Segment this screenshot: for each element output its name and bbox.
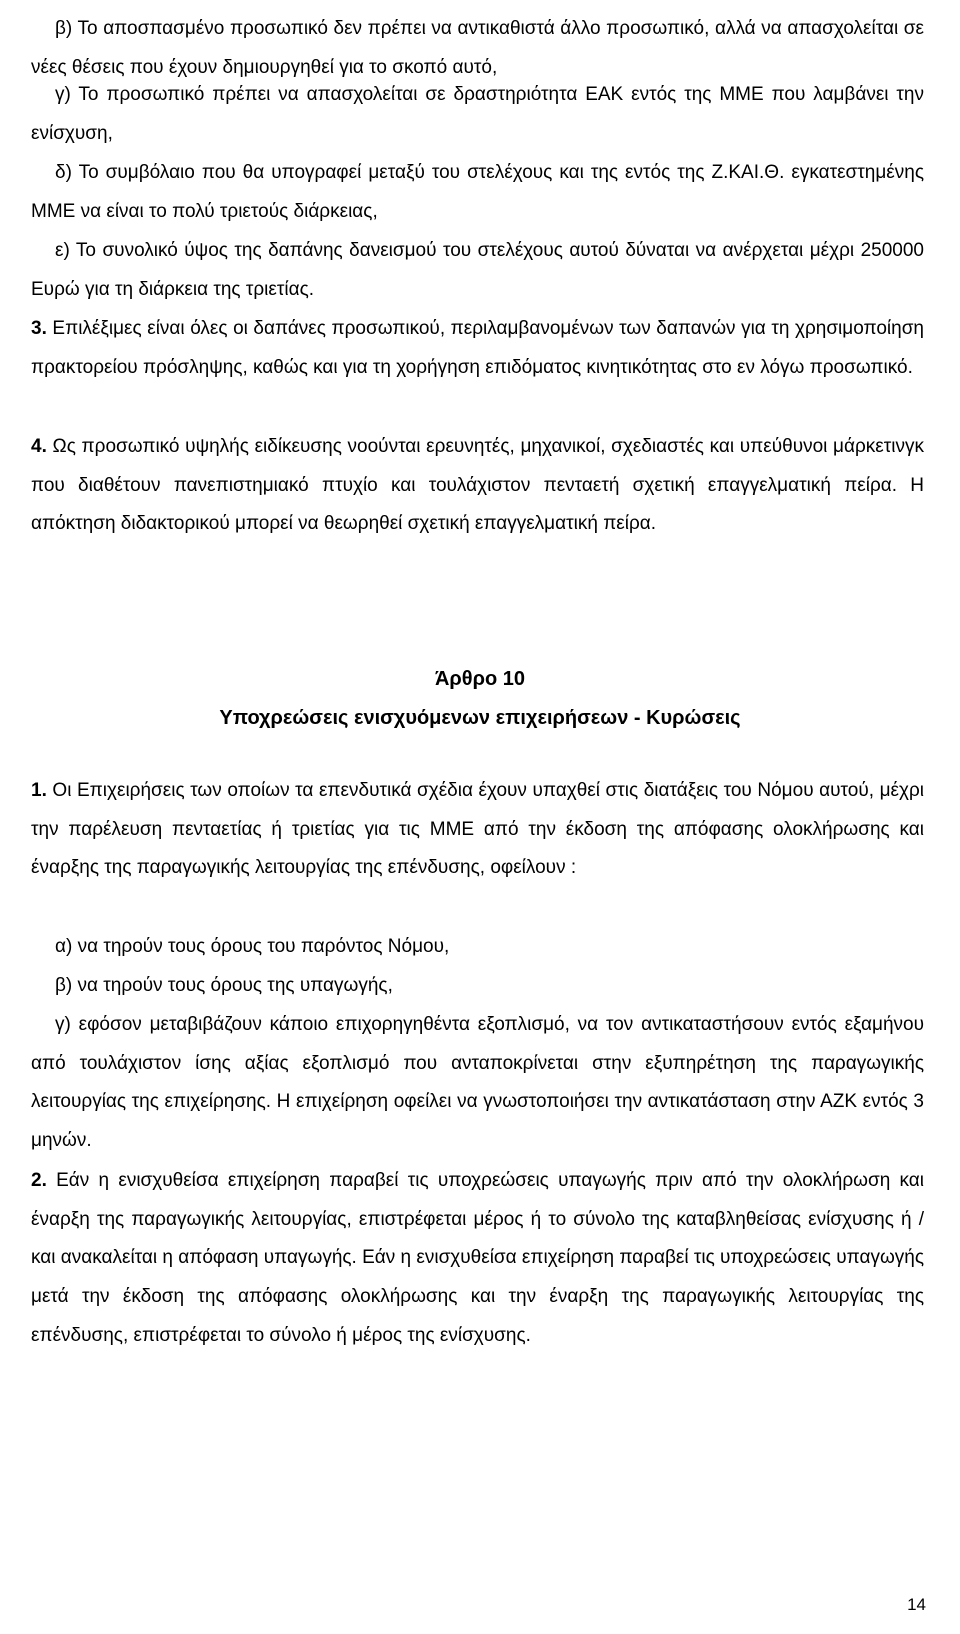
paragraph-epsilon: ε) Το συνολικό ύψος της δαπάνης δανεισμού του στελέχους αυτού δύναται να ανέρχεται μέχρι 250000 Ευρώ για τη διάρκεια της τριετίας. xyxy=(31,240,924,300)
article-2-text: Εάν η ενισχυθείσα επιχείρηση παραβεί τις υποχρεώσεις υπαγωγής πριν από την ολοκλήρωση και έναρξη της παραγωγικής λειτουργίας, επιστρέφεται μέρος ή το σύνολο της καταβληθείσας ενίσχυσης ή / και ανακαλείται η απόφαση υπαγωγής. Εάν η ενισχυθείσα επιχείρηση παραβεί τις υποχρεώσεις υπαγωγής μετά την έκδοση της απόφασης ολοκλήρωσης και την έναρξη της παραγωγικής λειτουργίας της επένδυσης, επιστρέφεται το σύνολο ή μέρος της ενίσχυσης. xyxy=(31,1170,924,1346)
paragraph-gamma: γ) Το προσωπικό πρέπει να απασχολείται σε δραστηριότητα ΕΑΚ εντός της ΜΜΕ που λαμβάνει την ενίσχυση, xyxy=(31,84,924,144)
paragraph-article-1-gamma: γ) εφόσον μεταβιβάζουν κάποιο επιχορηγηθέντα εξοπλισμό, να τον αντικαταστήσουν εντός εξαμήνου από τουλάχιστον ίσης αξίας εξοπλισμό που ανταποκρίνεται στην εξυπηρέτηση της παραγωγικής λειτουργίας της επιχείρησης. Η επιχείρηση οφείλει να γνωστοποιήσει την αντικατάσταση στην ΑΖΚ εντός 3 μηνών. xyxy=(31,1014,924,1152)
paragraph-article-2 xyxy=(31,1162,924,1356)
paragraph-article-1 xyxy=(31,772,924,888)
item-4-number: 4. xyxy=(31,436,47,457)
article-subtitle: Υποχρεώσεις ενισχυόμενων επιχειρήσεων - Κυρώσεις xyxy=(219,707,741,729)
item-4-text: Ως προσωπικό υψηλής ειδίκευσης νοούνται ερευνητές, μηχανικοί, σχεδιαστές και υπεύθυνοι μάρκετινγκ που διαθέτουν πανεπιστημιακό πτυχίο και τουλάχιστον πενταετή σχετική επαγγελματική πείρα. Η απόκτηση διδακτορικού μπορεί να θεωρηθεί σχετική επαγγελματική πείρα. xyxy=(31,436,924,535)
item-3-number: 3. xyxy=(31,318,47,339)
page-number: 14 xyxy=(907,1595,926,1614)
paragraph-beta: β) Το αποσπασμένο προσωπικό δεν πρέπει να αντικαθιστά άλλο προσωπικό, αλλά να απασχολείται σε νέες θέσεις που έχουν δημιουργηθεί για το σκοπό αυτό, xyxy=(31,18,924,78)
item-3-text: Επιλέξιμες είναι όλες οι δαπάνες προσωπικού, περιλαμβανομένων των δαπανών για τη χρησιμοποίηση πρακτορείου πρόσληψης, καθώς και για τη χορήγηση επιδόματος κινητικότητας στο εν λόγω προσωπικό. xyxy=(31,318,924,378)
paragraph-item-3 xyxy=(31,310,924,387)
article-title: Άρθρο 10 xyxy=(434,668,526,690)
paragraph-delta: δ) Το συμβόλαιο που θα υπογραφεί μεταξύ του στελέχους και της εντός της Ζ.ΚΑΙ.Θ. εγκατεστημένης ΜΜΕ να είναι το πολύ τριετούς διάρκειας, xyxy=(31,162,924,222)
paragraph-article-1-alpha: α) να τηρούν τους όρους του παρόντος Νόμου, xyxy=(55,936,450,957)
paragraph-item-4 xyxy=(31,428,924,544)
article-1-text: Οι Επιχειρήσεις των οποίων τα επενδυτικά σχέδια έχουν υπαχθεί στις διατάξεις του Νόμου αυτού, μέχρι την παρέλευση πενταετίας ή τριετίας για τις ΜΜΕ από την έκδοση της απόφασης ολοκλήρωσης και έναρξης της παραγωγικής λειτουργίας της επένδυσης, οφείλουν : xyxy=(31,780,924,879)
article-2-number: 2. xyxy=(31,1170,47,1191)
article-1-number: 1. xyxy=(31,780,47,801)
paragraph-article-1-beta: β) να τηρούν τους όρους της υπαγωγής, xyxy=(55,975,393,996)
